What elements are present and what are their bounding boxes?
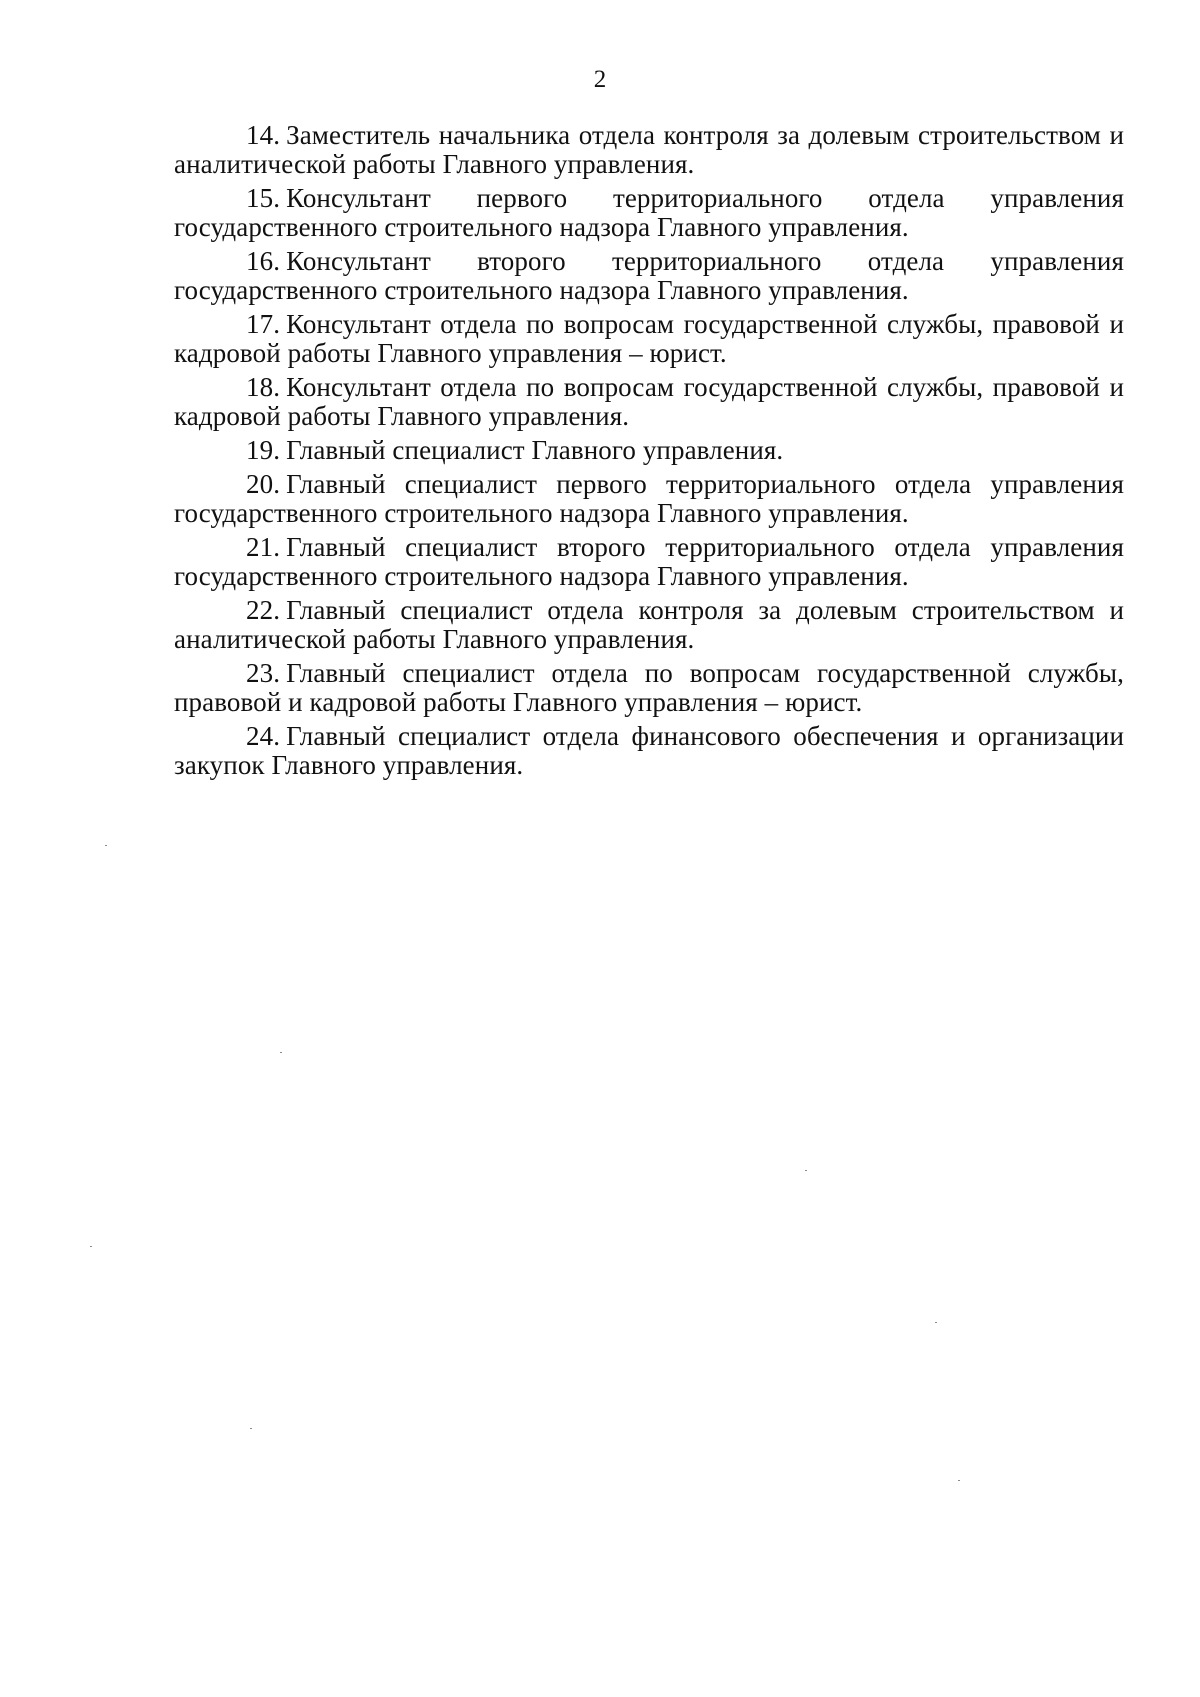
list-item — [174, 436, 1124, 465]
item-number: 18. — [246, 372, 281, 402]
item-number: 21. — [246, 532, 281, 562]
scan-speck — [280, 1052, 282, 1053]
item-number: 23. — [246, 658, 281, 688]
item-text: Главный специалист отдела по вопросам государственной службы, правовой и кадровой работы Главного управления – юрист. — [174, 658, 1124, 717]
item-text: Главный специалист первого территориального отдела управления государственного строительного надзора Главного управления. — [174, 469, 1124, 528]
list-item — [174, 470, 1124, 528]
list-item — [174, 722, 1124, 780]
item-text: Главный специалист отдела контроля за долевым строительством и аналитической работы Главного управления. — [174, 595, 1124, 654]
list-item — [174, 659, 1124, 717]
list-item — [174, 310, 1124, 368]
scan-speck — [935, 1322, 937, 1323]
item-number: 17. — [246, 309, 281, 339]
item-number: 15. — [246, 183, 281, 213]
item-text: Консультант отдела по вопросам государственной службы, правовой и кадровой работы Главного управления. — [174, 372, 1124, 431]
scan-speck — [250, 1428, 252, 1429]
positions-list — [174, 121, 1124, 785]
scan-speck — [90, 1246, 92, 1247]
item-text: Консультант второго территориального отдела управления государственного строительного надзора Главного управления. — [174, 246, 1124, 305]
item-number: 19. — [246, 435, 281, 465]
scan-speck — [805, 1170, 807, 1171]
list-item — [174, 121, 1124, 179]
item-text: Главный специалист отдела финансового обеспечения и организации закупок Главного управления. — [174, 721, 1124, 780]
list-item — [174, 184, 1124, 242]
list-item — [174, 596, 1124, 654]
item-number: 16. — [246, 246, 281, 276]
item-number: 14. — [246, 120, 281, 150]
list-item — [174, 373, 1124, 431]
list-item — [174, 533, 1124, 591]
list-item — [174, 247, 1124, 305]
scan-speck — [105, 845, 107, 846]
page-number: 2 — [593, 66, 607, 93]
item-number: 20. — [246, 469, 281, 499]
item-text: Консультант первого территориального отдела управления государственного строительного надзора Главного управления. — [174, 183, 1124, 242]
item-text: Главный специалист Главного управления. — [286, 435, 784, 465]
scan-speck — [958, 1480, 960, 1481]
item-text: Главный специалист второго территориального отдела управления государственного строительного надзора Главного управления. — [174, 532, 1124, 591]
item-number: 22. — [246, 595, 281, 625]
item-number: 24. — [246, 721, 281, 751]
item-text: Заместитель начальника отдела контроля за долевым строительством и аналитической работы Главного управления. — [174, 120, 1124, 179]
item-text: Консультант отдела по вопросам государственной службы, правовой и кадровой работы Главного управления – юрист. — [174, 309, 1124, 368]
